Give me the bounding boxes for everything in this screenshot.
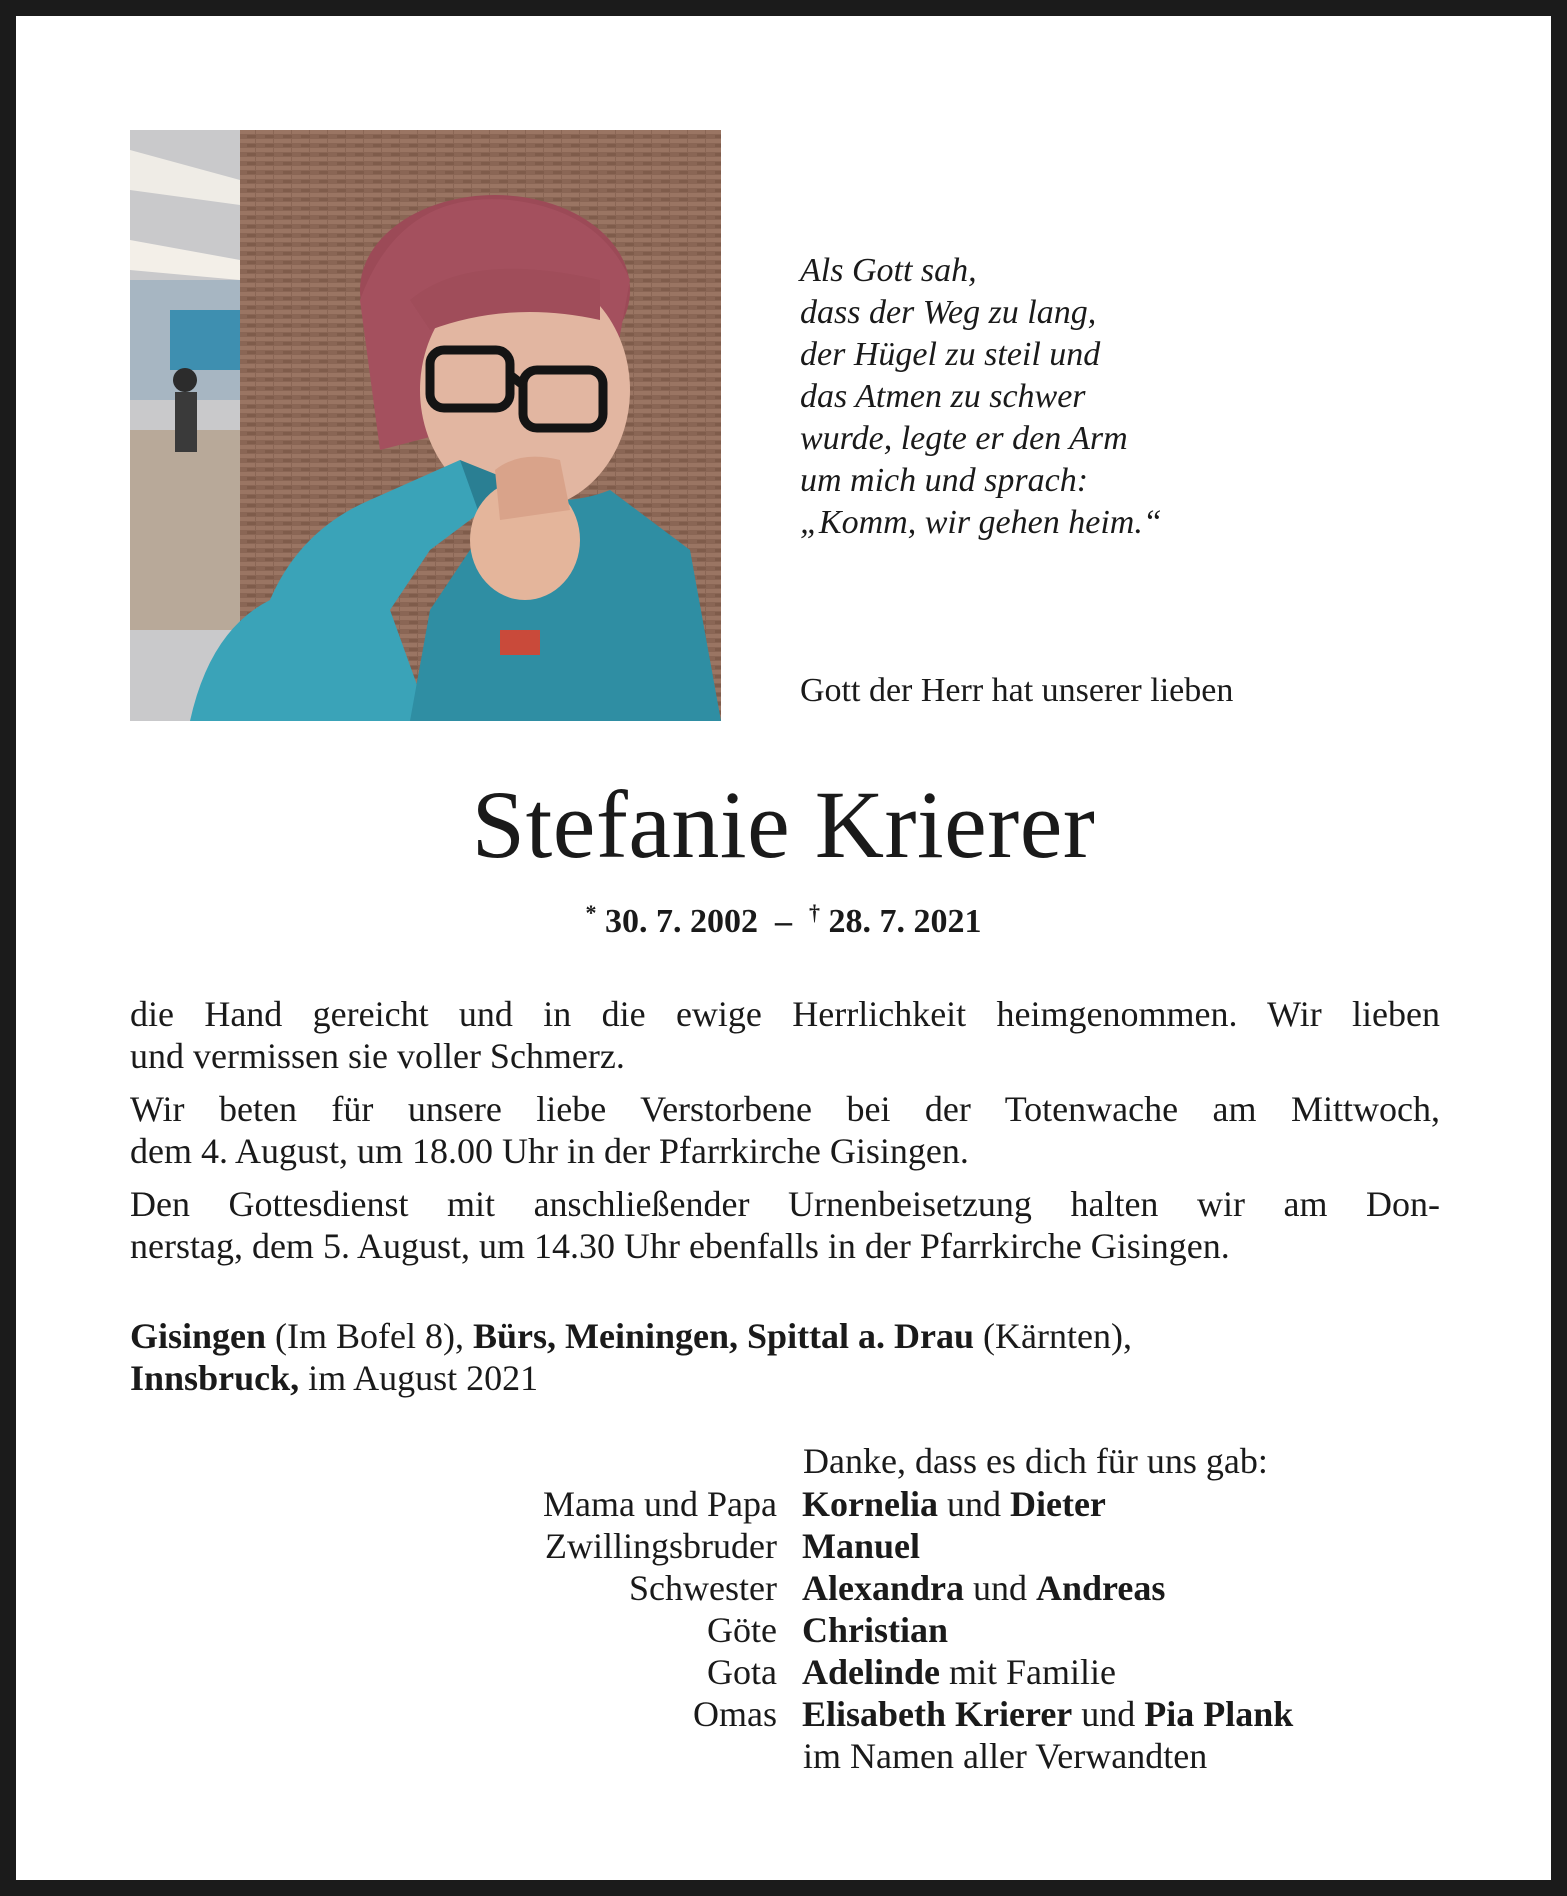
poem-line: dass der Weg zu lang, [800, 294, 1097, 331]
portrait-photo [130, 130, 721, 721]
signer-connector: und [937, 1484, 1010, 1524]
signer-row [300, 1525, 1450, 1567]
place-detail: im August 2021 [299, 1358, 539, 1398]
death-symbol: † [809, 900, 820, 925]
thanks-line: Danke, dass es dich für uns gab: [803, 1441, 1268, 1481]
poem-line: wurde, legte er den Arm [800, 420, 1128, 457]
signer-relation: Zwillingsbruder [545, 1526, 777, 1566]
signer-name: Elisabeth Krierer [802, 1694, 1073, 1734]
signer-row [300, 1567, 1450, 1609]
poem-line: Als Gott sah, [800, 252, 977, 289]
signer-names [802, 1567, 1165, 1609]
signer-name: Adelinde [802, 1652, 941, 1692]
signer-row [300, 1693, 1450, 1735]
body-line: und vermissen sie voller Schmerz. [130, 1036, 625, 1076]
signer-names [802, 1609, 948, 1651]
signer-name: Kornelia [802, 1484, 938, 1524]
places-line [130, 1315, 1132, 1399]
place-detail: (Im Bofel 8), [266, 1316, 473, 1356]
signer-row [300, 1609, 1450, 1651]
signer-name: Andreas [1036, 1568, 1166, 1608]
places-row [130, 1315, 1132, 1357]
poem-quote [800, 250, 1360, 544]
signer-relation: Schwester [629, 1568, 777, 1608]
place-bold: Gisingen [130, 1316, 267, 1356]
death-date: 28. 7. 2021 [828, 903, 982, 940]
life-dates [0, 900, 1567, 941]
signers-list [300, 1483, 1450, 1735]
signer-names [802, 1483, 1106, 1525]
signer-name: Alexandra [802, 1568, 964, 1608]
signer-name: Christian [802, 1610, 949, 1650]
signer-name: Manuel [802, 1526, 921, 1566]
body-paragraph [130, 1088, 1440, 1172]
poem-line: der Hügel zu steil und [800, 336, 1101, 373]
body-paragraph [130, 993, 1440, 1077]
body-line: die Hand gereicht und in die ewige Herrlichkeit heimgenommen. Wir lieben [130, 994, 1440, 1034]
signer-relation: Göte [707, 1610, 777, 1650]
signer-row [300, 1651, 1450, 1693]
signer-relation: Omas [693, 1694, 777, 1734]
body-line: Wir beten für unsere liebe Verstorbene bei der Totenwache am Mittwoch, [130, 1089, 1440, 1129]
poem-line: „Komm, wir gehen heim.“ [800, 504, 1162, 541]
signer-connector: und [964, 1568, 1036, 1608]
body-paragraph [130, 1183, 1440, 1267]
body-line: dem 4. August, um 18.00 Uhr in der Pfarrkirche Gisingen. [130, 1131, 969, 1171]
signer-name: Pia Plank [1144, 1694, 1294, 1734]
signer-names [802, 1651, 1116, 1693]
birth-symbol: * [585, 900, 597, 925]
places-row [130, 1357, 1132, 1399]
date-dash: – [775, 903, 792, 940]
obituary-body [130, 993, 1440, 1278]
signer-row [300, 1483, 1450, 1525]
place-detail: (Kärnten), [974, 1316, 1132, 1356]
body-line: nerstag, dem 5. August, um 14.30 Uhr ebenfalls in der Pfarrkirche Gisingen. [130, 1226, 1230, 1266]
birth-date: 30. 7. 2002 [605, 903, 758, 940]
deceased-name: Stefanie Krierer [471, 771, 1096, 878]
poem-line: um mich und sprach: [800, 462, 1089, 499]
signer-name: Dieter [1009, 1484, 1106, 1524]
signer-names [802, 1693, 1293, 1735]
place-bold: Innsbruck, [130, 1358, 300, 1398]
signer-names [802, 1525, 920, 1567]
signer-connector: und [1072, 1694, 1145, 1734]
poem-line: das Atmen zu schwer [800, 378, 1086, 415]
signer-relation: Gota [707, 1652, 777, 1692]
intro-text: Gott der Herr hat unserer lieben [800, 672, 1234, 709]
signer-relation: Mama und Papa [543, 1484, 777, 1524]
signer-connector: mit Familie [940, 1652, 1117, 1692]
body-line: Den Gottesdienst mit anschließender Urnenbeisetzung halten wir am Don- [130, 1184, 1440, 1224]
place-bold: Bürs, Meiningen, Spittal a. Drau [473, 1316, 975, 1356]
closing-line: im Namen aller Verwandten [803, 1736, 1208, 1776]
